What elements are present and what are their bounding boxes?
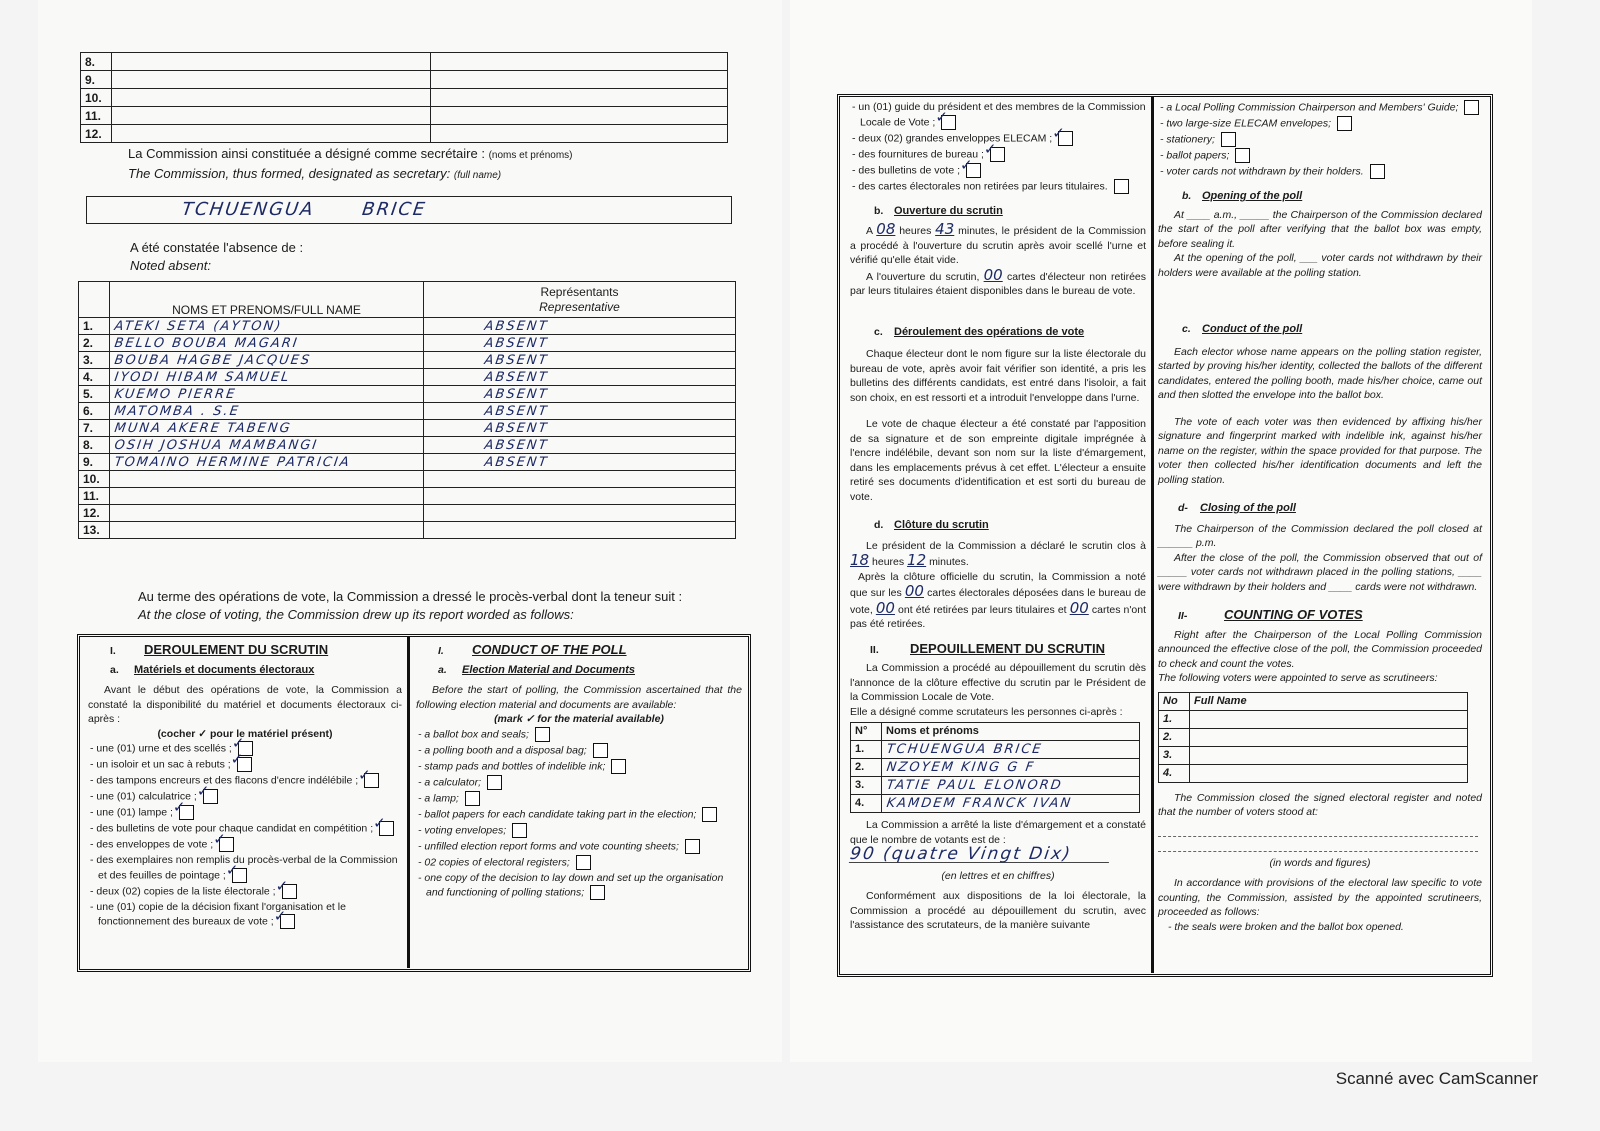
c-num: c. — [1182, 323, 1191, 335]
opening-minutes: 43 — [935, 220, 955, 238]
checklist-item-label: stationery; — [1166, 133, 1215, 146]
checklist-item-label: des bulletins de vote ; — [858, 163, 960, 176]
right-fr-column — [850, 100, 1146, 933]
intro-text: Before the start of polling, the Commission ascertained that the following election material and documents are available: — [416, 684, 742, 711]
row-number: 13. — [79, 522, 110, 539]
secretary-label-en — [128, 166, 501, 181]
c-num: c. — [874, 325, 883, 338]
checklist-item-label: des enveloppes de vote ; — [96, 838, 214, 851]
checklist-item: - a Local Polling Commission Chairperson and Members' Guide; — [1158, 100, 1482, 115]
absent-rep-status: ABSENT — [422, 352, 736, 369]
absent-rep-status: ABSENT — [422, 420, 736, 437]
absent-rep-status — [422, 488, 736, 505]
checklist-item: - unfilled election report forms and vote counting sheets; — [416, 839, 742, 854]
member-row — [81, 53, 728, 71]
row-number: 8. — [79, 437, 110, 454]
row-number: 10. — [79, 471, 110, 488]
absent-name: MUNA AKERE TABENG — [108, 420, 424, 437]
member-rep-cell — [431, 53, 728, 71]
secretary-fr-text: La Commission ainsi constituée a désigné comme secrétaire : — [128, 146, 485, 161]
counting-p2: Elle a désigné comme scrutateurs les personnes ci-après : — [850, 705, 1123, 718]
d-num: d- — [1178, 502, 1188, 514]
conduct-p1: Chaque électeur dont le nom figure sur la liste électorale du bureau de vote, après avoir fait vérifier son identité, a pris les bulletins des différents candidats, est entré dans l'isoloir, a fait son choix, en est ressorti et a introduit l'enveloppe dans l'urne. — [850, 348, 1146, 404]
member-name-cell — [112, 53, 431, 71]
absent-row — [79, 505, 736, 522]
absent-name: BELLO BOUBA MAGARI — [108, 335, 424, 352]
absent-name-header: NOMS ET PRENOMS/FULL NAME — [110, 282, 424, 318]
cards-remaining: 00 — [1069, 598, 1089, 617]
row-number: 9. — [79, 454, 110, 471]
t: heures — [872, 556, 905, 568]
row-number: 4. — [1159, 764, 1190, 782]
absent-row — [79, 522, 736, 539]
scrutineer-row — [1159, 764, 1468, 782]
checkbox[interactable] — [535, 727, 550, 742]
checkbox[interactable] — [1337, 116, 1352, 131]
checkbox[interactable] — [611, 759, 626, 774]
absent-row — [79, 454, 736, 471]
opening-hours: 08 — [876, 220, 896, 238]
checklist-item-label: des fournitures de bureau ; — [858, 147, 984, 160]
scrutineer-row — [851, 795, 1140, 813]
scrutineer-row — [1159, 728, 1468, 746]
scrut-no-header: N° — [851, 723, 882, 741]
scrutineer-row — [1159, 746, 1468, 764]
opening-cards: 00 — [983, 265, 1003, 284]
checkbox[interactable] — [219, 837, 234, 852]
member-row — [81, 89, 728, 107]
closing-hours: 18 — [850, 551, 870, 569]
scrutineer-name — [1190, 710, 1468, 728]
final-item: the seals were broken and the ballot box opened. — [1174, 920, 1404, 933]
row-number: 12. — [81, 125, 112, 143]
absent-row — [79, 488, 736, 505]
absent-rep-status — [422, 471, 736, 488]
closing-text-en: At the close of voting, the Commission drew up its report worded as follows: — [138, 607, 574, 622]
checklist-item-label: stamp pads and bottles of indelible ink; — [424, 759, 606, 772]
section-num: I. — [438, 645, 444, 657]
checklist-item-label: une (01) copie de la décision fixant l'organisation et le fonctionnement des bureaux de vote ; — [96, 900, 346, 928]
checkbox[interactable] — [237, 757, 252, 772]
checklist-item-label: des tampons encreurs et des flacons d'encre indélébile ; — [96, 774, 359, 787]
section-title: DEROULEMENT DU SCRUTIN — [144, 642, 329, 657]
checklist-item: - a lamp; — [416, 791, 742, 806]
row-number: 3. — [1159, 746, 1190, 764]
closing-p2: After the close of the poll, the Commission observed that out of _____ voter cards not withdrawn placed in the polling stations, ____ were withdrawn by their holders and ____ cards were not withdrawn. — [1158, 551, 1482, 593]
absent-table — [78, 281, 736, 539]
checkbox[interactable] — [990, 147, 1005, 162]
row-number: 8. — [81, 53, 112, 71]
row-number: 3. — [79, 352, 110, 369]
opening-title: Ouverture du scrutin — [894, 204, 1003, 217]
voters-line — [1158, 837, 1478, 852]
checklist-item-label: a calculator; — [424, 775, 482, 788]
absent-name: MATOMBA . S.E — [108, 403, 424, 420]
checklist-item-label: une (01) lampe ; — [96, 806, 173, 819]
member-rep-cell — [431, 125, 728, 143]
checkbox[interactable] — [179, 805, 194, 820]
member-row — [81, 71, 728, 89]
absent-label-en: Noted absent: — [130, 258, 211, 273]
row-number: 1. — [1159, 710, 1190, 728]
checkbox[interactable] — [593, 743, 608, 758]
cards-total: 00 — [904, 582, 924, 600]
t: A l'ouverture du scrutin, — [866, 270, 980, 283]
absent-rep-status: ABSENT — [422, 369, 736, 386]
counting-title: DEPOUILLEMENT DU SCRUTIN — [910, 640, 1105, 656]
checklist-item-label: unfilled election report forms and vote counting sheets; — [424, 839, 679, 852]
absent-name — [108, 471, 424, 488]
checkbox[interactable] — [685, 839, 700, 854]
absent-rep-status: ABSENT — [422, 335, 736, 352]
absent-rep-status: ABSENT — [422, 403, 736, 420]
checkbox[interactable] — [941, 115, 956, 130]
absent-row — [79, 471, 736, 488]
checklist-item-label: a ballot box and seals; — [424, 727, 529, 740]
scrutineer-row — [851, 777, 1140, 795]
checklist-item: - voter cards not withdrawn by their holders. — [1158, 164, 1482, 179]
voters-note: (en lettres et en chiffres) — [941, 869, 1055, 882]
opening-p1: At ____ a.m., _____ the Chairperson of the Commission declared the start of the poll after verifying that the ballot box was empty, before sealing it. — [1158, 208, 1482, 250]
ii-num: II. — [870, 643, 879, 656]
absent-num-header — [79, 282, 110, 318]
absent-name: IYODI HIBAM SAMUEL — [108, 369, 424, 386]
absent-row — [79, 352, 736, 369]
closing-text-fr: Au terme des opérations de vote, la Commission a dressé le procès-verbal dont la teneur suit : — [138, 589, 683, 604]
checklist-item-label: des exemplaires non remplis du procès-verbal de la Commission et des feuilles de pointage ; — [96, 854, 398, 881]
checkbox[interactable] — [1235, 148, 1250, 163]
row-number: 10. — [81, 89, 112, 107]
conduct-p2: The vote of each voter was then evidenced by affixing his/her signature and fingerprint marked with indelible ink, against his/her name on the register, within the space provided for that purpose. The voter then collected his/her identification documents and left the polling station. — [1158, 415, 1482, 486]
checkbox[interactable] — [1370, 164, 1385, 179]
closing-p1: The Chairperson of the Commission declared the poll closed at ______ p.m. — [1158, 522, 1482, 549]
checklist-item: - a polling booth and a disposal bag; — [416, 743, 742, 758]
voters-text: La Commission a arrêté la liste d'émargement et a constaté que le nombre de votants est de : — [850, 819, 1146, 846]
checkbox[interactable] — [1058, 131, 1073, 146]
voters-note: (in words and figures) — [1269, 856, 1371, 869]
closing-minutes: 12 — [907, 551, 927, 569]
secretary-name-box — [86, 196, 732, 224]
secretary-name: TCHUENGUA BRICE — [180, 199, 428, 220]
opening-title: Opening of the poll — [1202, 190, 1303, 202]
secretary-en-text: The Commission, thus formed, designated as secretary: — [128, 166, 451, 181]
row-number: 2. — [1159, 728, 1190, 746]
row-number: 3. — [851, 777, 882, 795]
absent-row — [79, 318, 736, 335]
conduct-title: Déroulement des opérations de vote — [894, 325, 1085, 338]
members-table-continued — [80, 52, 728, 143]
checklist-item-label: une (01) calculatrice ; — [96, 790, 197, 803]
intro-text: Avant le début des opérations de vote, la Commission a constaté la disponibilité du matériel et documents électoraux ci-après : — [88, 684, 402, 725]
checklist-item-label: des bulletins de vote pour chaque candidat en compétition ; — [96, 822, 374, 835]
section-i-en — [416, 643, 742, 901]
checkbox[interactable] — [465, 791, 480, 806]
member-name-cell — [112, 89, 431, 107]
conduct-p1: Each elector whose name appears on the polling station register, started by proving his/her identity, collected the ballots of the different candidates, entered the polling booth, made his/her choice, came out and then slotted the envelope into the ballot box. — [1158, 345, 1482, 401]
counting-p1: Right after the Chairperson of the Local Polling Commission announced the effective close of the poll, the Commission proceeded to check and count the votes. — [1158, 628, 1482, 670]
row-number: 5. — [79, 386, 110, 403]
checklist-item: - stationery; — [1158, 132, 1482, 147]
absent-rep-status: ABSENT — [422, 454, 736, 471]
row-number: 1. — [851, 741, 882, 759]
checkbox[interactable] — [232, 868, 247, 883]
checklist-item-label: a polling booth and a disposal bag; — [424, 743, 587, 756]
checklist-item: - des bulletins de vote pour chaque candidat en compétition ;✓ — [88, 821, 402, 836]
subsection-title: Election Material and Documents — [462, 663, 635, 676]
absent-name: TOMAINO HERMINE PATRICIA — [108, 454, 424, 471]
b-num: b. — [874, 204, 884, 217]
absent-name: KUEMO PIERRE — [108, 386, 424, 403]
scrutineer-name — [1190, 728, 1468, 746]
section-title: CONDUCT OF THE POLL — [472, 642, 627, 657]
counting-p2: The following voters were appointed to serve as scrutineers: — [1158, 672, 1438, 684]
checklist-item-label: une (01) urne et des scellés ; — [96, 742, 232, 755]
checkbox[interactable] — [966, 163, 981, 178]
right-en-column: - a Local Polling Commission Chairperson and Members' Guide; - two large-size ELECAM envelopes; - stationery; - ballot papers; - voter cards not withdrawn by their holders. b. Opening of the poll At ____ a.m., _____ the Chairperson of the Commission declared the start of the poll after verifying that the ballot box was empty, before sealing it. At the opening of the poll, ___ voter cards not withdrawn by their holders were available at the polling station. c. Conduct of the poll Each elector whose name appears on the polling station register, started by proving his/her identity, collected the ballots of the different candidates, entered the polling booth, made his/her choice, came out and then slotted the envelope into the ballot box. The vote of each voter was then evidenced by affixing his/her signature and fingerprint marked with indelible ink, against his/her name on the register, within the space provided for that purpose. The voter then collected his/her identification documents and left the polling station. d- Closing of the poll The Chairperson of the Commission declared the poll closed at ______ p.m. After the close of the poll, the Commission observed that out of _____ voter cards not withdrawn placed in the polling stations, ____ were withdrawn by their holders and ____ cards were not withdrawn. II- COUNTING OF VOTES Right after the Chairperson of the Local Polling Commission announced the effective close of the poll, the Commission proceeded to check and count the votes. The following voters were appointed to serve as scrutineers: No Full Name 1. 2. 3. 4. The Commission closed the signed electoral register and noted that the number of voters stood at: (in words and figures) In accordance with provisions of the electoral law specific to vote counting, the Commission, assisted by the appointed scrutineers, proceeded as follows: - the seals were broken and the ballot box opened. — [1158, 101, 1482, 933]
checklist-item: - des tampons encreurs et des flacons d'encre indélébile ;✓ — [88, 773, 402, 788]
opening-p2: At the opening of the poll, ___ voter cards not withdrawn by their holders were available at the polling station. — [1158, 252, 1482, 279]
absent-row — [79, 386, 736, 403]
checklist-item: - des bulletins de vote ;✓ — [850, 163, 1146, 178]
row-number: 2. — [79, 335, 110, 352]
counting-p1: La Commission a procédé au dépouillement du scrutin dès l'annonce de la clôture effective du scrutin par le Président de la Commission Locale de Vote. — [850, 662, 1146, 703]
secretary-label-fr — [128, 146, 573, 161]
row-number: 4. — [79, 369, 110, 386]
t: minutes, le président de la Commission a procédé à l'ouverture du scrutin après avoir scellé l'urne et vérifié qu'elle était vide. — [850, 225, 1146, 266]
scanner-watermark: Scanné avec CamScanner — [1335, 1069, 1538, 1088]
checklist-item-label: one copy of the decision to lay down and set up the organisation and functioning of polling stations; — [424, 871, 724, 899]
checkbox[interactable] — [364, 773, 379, 788]
checklist-item: - ballot papers; — [1158, 148, 1482, 163]
t: cartes électorales déposées dans le bureau de vote, — [850, 587, 1147, 616]
checkbox[interactable] — [1464, 100, 1479, 115]
row-number: 2. — [851, 759, 882, 777]
absent-row — [79, 420, 736, 437]
t: cartes d'électeur non retirées par leurs titulaires étaient disponibles dans le bureau de vote. — [850, 270, 1147, 297]
row-number: 12. — [79, 505, 110, 522]
checklist-item-label: 02 copies of electoral registers; — [424, 855, 570, 868]
t: Après la clôture officielle du scrutin, la Commission a noté que sur les — [850, 570, 1146, 599]
voters-text: The Commission closed the signed electoral register and noted that the number of voters stood at: — [1158, 791, 1482, 818]
checkbox[interactable] — [590, 885, 605, 900]
checkbox[interactable] — [512, 823, 527, 838]
checklist-item-label: a lamp; — [424, 791, 459, 804]
checklist-item-label: voter cards not withdrawn by their holders. — [1166, 165, 1364, 178]
checkbox[interactable] — [487, 775, 502, 790]
row-number: 11. — [81, 107, 112, 125]
rep-header-en: Representative — [539, 299, 620, 314]
row-number: 1. — [79, 318, 110, 335]
scrut-no-header: No — [1159, 692, 1190, 710]
checklist-item-label: ballot papers for each candidate taking part in the election; — [424, 807, 697, 820]
scrutineer-row — [851, 759, 1140, 777]
secretary-en-note: (full name) — [453, 170, 502, 181]
checklist-item-label: deux (02) grandes enveloppes ELECAM ; — [858, 131, 1053, 144]
absent-row — [79, 403, 736, 420]
checklist-item: - a ballot box and seals; — [416, 727, 742, 742]
section-num: I. — [110, 645, 116, 657]
absent-name: OSIH JOSHUA MAMBANGI — [108, 437, 424, 454]
checklist-item: - voting envelopes; — [416, 823, 742, 838]
scrutineer-name — [1190, 764, 1468, 782]
checklist-item: - une (01) lampe ;✓ — [88, 805, 402, 820]
instruction-text: (cocher ✓ pour le matériel présent) — [157, 727, 333, 740]
conduct-p2: Le vote de chaque électeur a été constaté par l'apposition de sa signature et de son empreinte digitale imprégnée à l'encre indélébile, devant son nom sur la liste d'émargement, dans les emplacements prévus à cet effet. L'électeur a ensuite retiré ses documents d'identification et est sorti du bureau de vote. — [850, 418, 1146, 503]
rep-header-fr: Représentants — [540, 284, 619, 299]
secretary-fr-note: (noms et prénoms) — [488, 150, 573, 161]
scrutineer-name: TATIE PAUL ELONORD — [880, 777, 1141, 795]
section-i-divider — [407, 636, 410, 968]
absent-rep-status: ABSENT — [422, 318, 736, 335]
checkbox[interactable] — [576, 855, 591, 870]
member-rep-cell — [431, 107, 728, 125]
absent-row — [79, 335, 736, 352]
row-number: 4. — [851, 795, 882, 813]
checkbox[interactable] — [203, 789, 218, 804]
scrutineer-name: TCHUENGUA BRICE — [880, 741, 1141, 759]
checklist-item: - deux (02) grandes enveloppes ELECAM ;✓ — [850, 131, 1146, 146]
conduct-title: Conduct of the poll — [1202, 323, 1303, 335]
row-number: 11. — [79, 488, 110, 505]
checklist-item: - one copy of the decision to lay down and set up the organisation and functioning of polling stations; — [418, 871, 724, 899]
absent-name — [108, 522, 424, 539]
checklist-item-label: voting envelopes; — [424, 823, 507, 836]
checklist-item: - ballot papers for each candidate taking part in the election; — [416, 807, 742, 822]
section-i-fr — [88, 643, 402, 930]
scrutineer-name — [1190, 746, 1468, 764]
row-number: 6. — [79, 403, 110, 420]
checklist-item: - une (01) calculatrice ;✓ — [88, 789, 402, 804]
opening-p1 — [850, 222, 1146, 268]
t: heures — [899, 225, 932, 237]
absent-name — [108, 505, 424, 522]
checkbox[interactable] — [280, 914, 295, 929]
absent-rep-status — [422, 522, 736, 539]
subsection-title: Matériels et documents électoraux — [134, 663, 315, 676]
row-number: 7. — [79, 420, 110, 437]
t: ont été retirées par leurs titulaires et — [898, 603, 1067, 616]
closing-p2 — [850, 570, 1146, 632]
t: minutes. — [929, 556, 969, 568]
checklist-item: - des enveloppes de vote ;✓ — [88, 837, 402, 852]
cards-withdrawn: 00 — [875, 598, 895, 617]
b-num: b. — [1182, 190, 1192, 202]
closing-title: Clôture du scrutin — [894, 519, 989, 531]
checklist-item-label: two large-size ELECAM envelopes; — [1166, 117, 1331, 130]
scrutineer-name: NZOYEM KING G F — [880, 759, 1141, 777]
checklist-item: - des fournitures de bureau ;✓ — [850, 147, 1146, 162]
absent-name — [108, 488, 424, 505]
row-number: 9. — [81, 71, 112, 89]
voters-line — [1158, 820, 1478, 837]
scrut-name-header: Noms et prénoms — [882, 723, 1140, 741]
counting-title: COUNTING OF VOTES — [1224, 607, 1363, 622]
checklist-item: - two large-size ELECAM envelopes; — [1158, 116, 1482, 131]
absent-label-fr: A été constatée l'absence de : — [130, 240, 304, 255]
checkbox[interactable] — [1114, 179, 1129, 194]
subsection-num: a. — [438, 663, 447, 676]
checklist-item: - a calculator; — [416, 775, 742, 790]
t: A — [866, 225, 873, 237]
instruction-text: (mark ✓ for the material available) — [494, 713, 664, 725]
member-row — [81, 125, 728, 143]
absent-rep-status: ABSENT — [422, 437, 736, 454]
checklist-item-label: un isoloir et un sac à rebuts ; — [96, 758, 231, 771]
checklist-item: - stamp pads and bottles of indelible ink; — [416, 759, 742, 774]
closing-p1 — [850, 539, 1146, 570]
checklist-item: - un (01) guide du président et des membres de la Commission Locale de Vote ;✓ — [850, 100, 1146, 130]
t: Le président de la Commission a déclaré le scrutin clos à — [866, 539, 1146, 552]
member-name-cell — [112, 107, 431, 125]
right-divider — [1151, 96, 1154, 973]
checklist-item: - deux (02) copies de la liste électorale ;✓ — [88, 884, 402, 899]
subsection-num: a. — [110, 663, 119, 676]
final-paragraph: In accordance with provisions of the electoral law specific to vote counting, the Commission, assisted by the appointed scrutineers, proceeded as follows: — [1158, 877, 1482, 918]
member-name-cell — [112, 125, 431, 143]
scrutineer-row — [1159, 710, 1468, 728]
checkbox[interactable] — [702, 807, 717, 822]
absent-name: BOUBA HAGBE JACQUES — [108, 352, 424, 369]
opening-p2 — [850, 265, 1147, 299]
checklist-item: - un isoloir et un sac à rebuts ;✓ — [88, 757, 402, 772]
checklist-item-label: a Local Polling Commission Chairperson and Members' Guide; — [1166, 101, 1459, 114]
checkbox[interactable] — [1221, 132, 1236, 147]
scrutineer-row — [851, 741, 1140, 759]
absent-row — [79, 437, 736, 454]
member-rep-cell — [431, 71, 728, 89]
member-name-cell — [112, 71, 431, 89]
member-row — [81, 107, 728, 125]
absent-rep-status: ABSENT — [422, 386, 736, 403]
checklist-item: - 02 copies of electoral registers; — [416, 855, 742, 870]
checkbox[interactable] — [282, 884, 297, 899]
voters-value: 90 (quatre Vingt Dix) — [849, 847, 1111, 863]
checklist-item: - des cartes électorales non retirées par leurs titulaires. — [850, 179, 1146, 194]
absent-name: ATEKI SETA (AYTON) — [108, 318, 424, 335]
absent-row — [79, 369, 736, 386]
checkbox[interactable] — [379, 821, 394, 836]
scrutineer-name: KAMDEM FRANCK IVAN — [880, 795, 1141, 813]
scrut-name-header: Full Name — [1190, 692, 1468, 710]
scrutineers-table-fr — [850, 722, 1140, 813]
t: cartes n'ont pas été retirées. — [850, 603, 1146, 630]
checklist-item-label: ballot papers; — [1166, 149, 1230, 162]
absent-rep-header — [424, 282, 736, 318]
checklist-item-label: un (01) guide du président et des membres de la Commission Locale de Vote ; — [858, 101, 1146, 128]
checklist-item: - des exemplaires non remplis du procès-verbal de la Commission et des feuilles de pointage ;✓ — [88, 853, 402, 883]
d-num: d. — [874, 519, 884, 531]
checklist-item: - une (01) urne et des scellés ;✓ — [88, 741, 402, 756]
closing-title: Closing of the poll — [1200, 502, 1296, 514]
scrutineers-table-en — [1158, 692, 1468, 783]
checklist-item: - une (01) copie de la décision fixant l'organisation et le fonctionnement des bureaux de vote ;✓ — [88, 900, 402, 930]
ii-num: II- — [1178, 610, 1188, 622]
checklist-item-label: des cartes électorales non retirées par leurs titulaires. — [858, 179, 1108, 192]
checklist-item-label: deux (02) copies de la liste électorale ; — [96, 884, 276, 897]
member-rep-cell — [431, 89, 728, 107]
final-paragraph: Conformément aux dispositions de la loi électorale, la Commission a procédé au dépouillement du scrutin, avec l'assistance des scrutateurs, de la manière suivante — [850, 890, 1146, 931]
absent-rep-status — [422, 505, 736, 522]
